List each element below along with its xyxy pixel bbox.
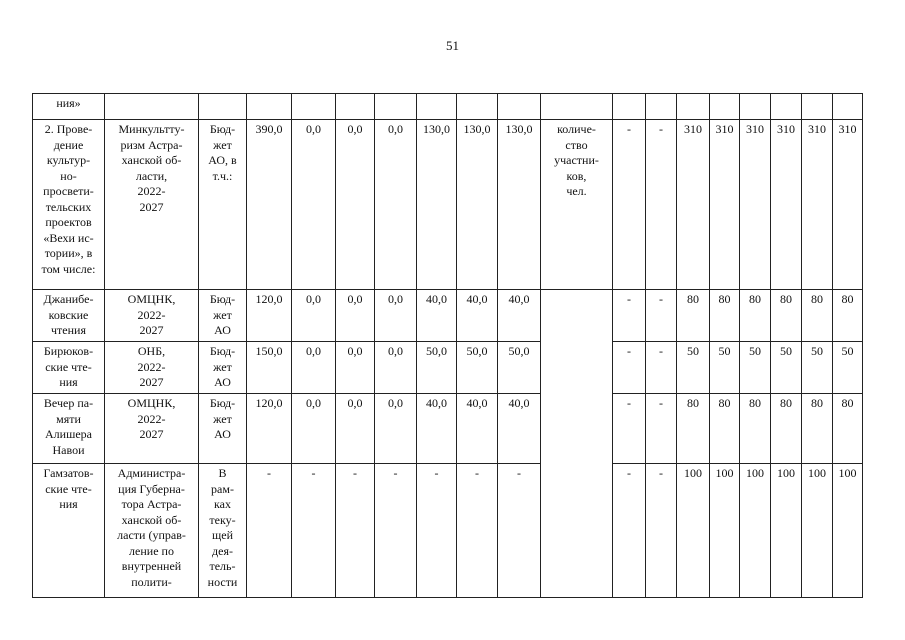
finance-value-cell: 0,0 <box>375 120 417 290</box>
funding-source-cell: Бюд- жет АО <box>199 342 247 394</box>
empty-cell <box>541 94 613 120</box>
target-value-cell: 80 <box>771 290 802 342</box>
target-value-cell: 50 <box>677 342 710 394</box>
base-value-cell: - <box>646 290 677 342</box>
target-value-cell: 310 <box>802 120 833 290</box>
finance-value-cell: 40,0 <box>457 394 498 464</box>
target-value-cell: 50 <box>833 342 863 394</box>
empty-cell <box>802 94 833 120</box>
finance-value-cell: 390,0 <box>247 120 292 290</box>
finance-value-cell: 0,0 <box>375 342 417 394</box>
base-value-cell: - <box>613 290 646 342</box>
finance-value-cell: 130,0 <box>417 120 457 290</box>
base-value-cell: - <box>646 394 677 464</box>
row-name-cell: ния» <box>33 94 105 120</box>
target-value-cell: 80 <box>710 394 740 464</box>
table-row <box>33 394 863 464</box>
finance-value-cell: 0,0 <box>336 394 375 464</box>
target-value-cell: 310 <box>740 120 771 290</box>
finance-value-cell: 40,0 <box>417 394 457 464</box>
target-value-cell: 80 <box>802 394 833 464</box>
base-value-cell: - <box>613 394 646 464</box>
base-value-cell: - <box>646 464 677 598</box>
finance-value-cell: - <box>336 464 375 598</box>
target-value-cell: 80 <box>833 394 863 464</box>
finance-value-cell: 40,0 <box>457 290 498 342</box>
finance-value-cell: 50,0 <box>417 342 457 394</box>
target-value-cell: 100 <box>710 464 740 598</box>
target-value-cell: 50 <box>710 342 740 394</box>
finance-value-cell: - <box>457 464 498 598</box>
empty-cell <box>677 94 710 120</box>
finance-value-cell: 150,0 <box>247 342 292 394</box>
target-value-cell: 310 <box>677 120 710 290</box>
finance-value-cell: 120,0 <box>247 394 292 464</box>
indicator-cell: количе- ство участни- ков, чел. <box>541 120 613 290</box>
finance-value-cell: 0,0 <box>292 290 336 342</box>
finance-value-cell: 40,0 <box>417 290 457 342</box>
target-value-cell: 80 <box>740 290 771 342</box>
page-number: 51 <box>446 38 459 53</box>
finance-value-cell: 0,0 <box>336 290 375 342</box>
funding-source-cell: В рам- ках теку- щей дея- тель- ности <box>199 464 247 598</box>
finance-value-cell: 120,0 <box>247 290 292 342</box>
program-table <box>32 93 863 598</box>
target-value-cell: 310 <box>710 120 740 290</box>
empty-cell <box>457 94 498 120</box>
target-value-cell: 80 <box>833 290 863 342</box>
finance-value-cell: 50,0 <box>457 342 498 394</box>
base-value-cell: - <box>613 120 646 290</box>
empty-cell <box>247 94 292 120</box>
target-value-cell: 50 <box>740 342 771 394</box>
activity-name-cell: Джанибе- ковские чтения <box>33 290 105 342</box>
base-value-cell: - <box>646 342 677 394</box>
funding-source-cell: Бюд- жет АО, в т.ч.: <box>199 120 247 290</box>
target-value-cell: 50 <box>771 342 802 394</box>
executor-cell: ОМЦНК, 2022- 2027 <box>105 394 199 464</box>
executor-cell: Минкультту- ризм Астра- ханской об- ласти, 2022- 2027 <box>105 120 199 290</box>
finance-value-cell: 40,0 <box>498 394 541 464</box>
empty-cell <box>498 94 541 120</box>
target-value-cell: 50 <box>802 342 833 394</box>
activity-name-cell: Вечер па- мяти Алишера Навои <box>33 394 105 464</box>
finance-value-cell: 130,0 <box>457 120 498 290</box>
target-value-cell: 80 <box>677 290 710 342</box>
empty-cell <box>710 94 740 120</box>
target-value-cell: 80 <box>802 290 833 342</box>
target-value-cell: 100 <box>833 464 863 598</box>
empty-cell <box>105 94 199 120</box>
empty-cell <box>336 94 375 120</box>
finance-value-cell: 0,0 <box>336 342 375 394</box>
empty-cell <box>292 94 336 120</box>
finance-value-cell: 0,0 <box>292 342 336 394</box>
target-value-cell: 310 <box>833 120 863 290</box>
finance-value-cell: - <box>375 464 417 598</box>
finance-value-cell: - <box>498 464 541 598</box>
target-value-cell: 100 <box>802 464 833 598</box>
base-value-cell: - <box>613 464 646 598</box>
finance-value-cell: 50,0 <box>498 342 541 394</box>
activity-name-cell: 2. Прове- дение культур- но- просвети- тельских проектов «Вехи ис- тории», в том числе: <box>33 120 105 290</box>
empty-cell <box>646 94 677 120</box>
target-value-cell: 80 <box>771 394 802 464</box>
table-row <box>33 342 863 394</box>
funding-source-cell: Бюд- жет АО <box>199 394 247 464</box>
funding-source-cell: Бюд- жет АО <box>199 290 247 342</box>
table-row <box>33 120 863 290</box>
finance-value-cell: 0,0 <box>336 120 375 290</box>
target-value-cell: 100 <box>677 464 710 598</box>
indicator-cell-merged <box>541 290 613 598</box>
empty-cell <box>375 94 417 120</box>
target-value-cell: 80 <box>710 290 740 342</box>
finance-value-cell: 0,0 <box>375 290 417 342</box>
executor-cell: ОМЦНК, 2022- 2027 <box>105 290 199 342</box>
table-row <box>33 464 863 598</box>
finance-value-cell: 0,0 <box>375 394 417 464</box>
finance-value-cell: - <box>417 464 457 598</box>
executor-cell: ОНБ, 2022- 2027 <box>105 342 199 394</box>
empty-cell <box>417 94 457 120</box>
target-value-cell: 310 <box>771 120 802 290</box>
finance-value-cell: - <box>247 464 292 598</box>
table-row <box>33 290 863 342</box>
base-value-cell: - <box>613 342 646 394</box>
activity-name-cell: Бирюков- ские чте- ния <box>33 342 105 394</box>
base-value-cell: - <box>646 120 677 290</box>
target-value-cell: 80 <box>740 394 771 464</box>
finance-value-cell: 0,0 <box>292 120 336 290</box>
empty-cell <box>740 94 771 120</box>
finance-value-cell: 130,0 <box>498 120 541 290</box>
empty-cell <box>771 94 802 120</box>
finance-value-cell: 0,0 <box>292 394 336 464</box>
target-value-cell: 80 <box>677 394 710 464</box>
executor-cell: Администра- ция Губерна- тора Астра- ханской об- ласти (управ- ление по внутренней пoлити- <box>105 464 199 598</box>
empty-cell <box>833 94 863 120</box>
empty-cell <box>199 94 247 120</box>
activity-name-cell: Гамзатов- ские чте- ния <box>33 464 105 598</box>
target-value-cell: 100 <box>771 464 802 598</box>
target-value-cell: 100 <box>740 464 771 598</box>
empty-cell <box>613 94 646 120</box>
finance-value-cell: 40,0 <box>498 290 541 342</box>
finance-value-cell: - <box>292 464 336 598</box>
table-row <box>33 94 863 120</box>
